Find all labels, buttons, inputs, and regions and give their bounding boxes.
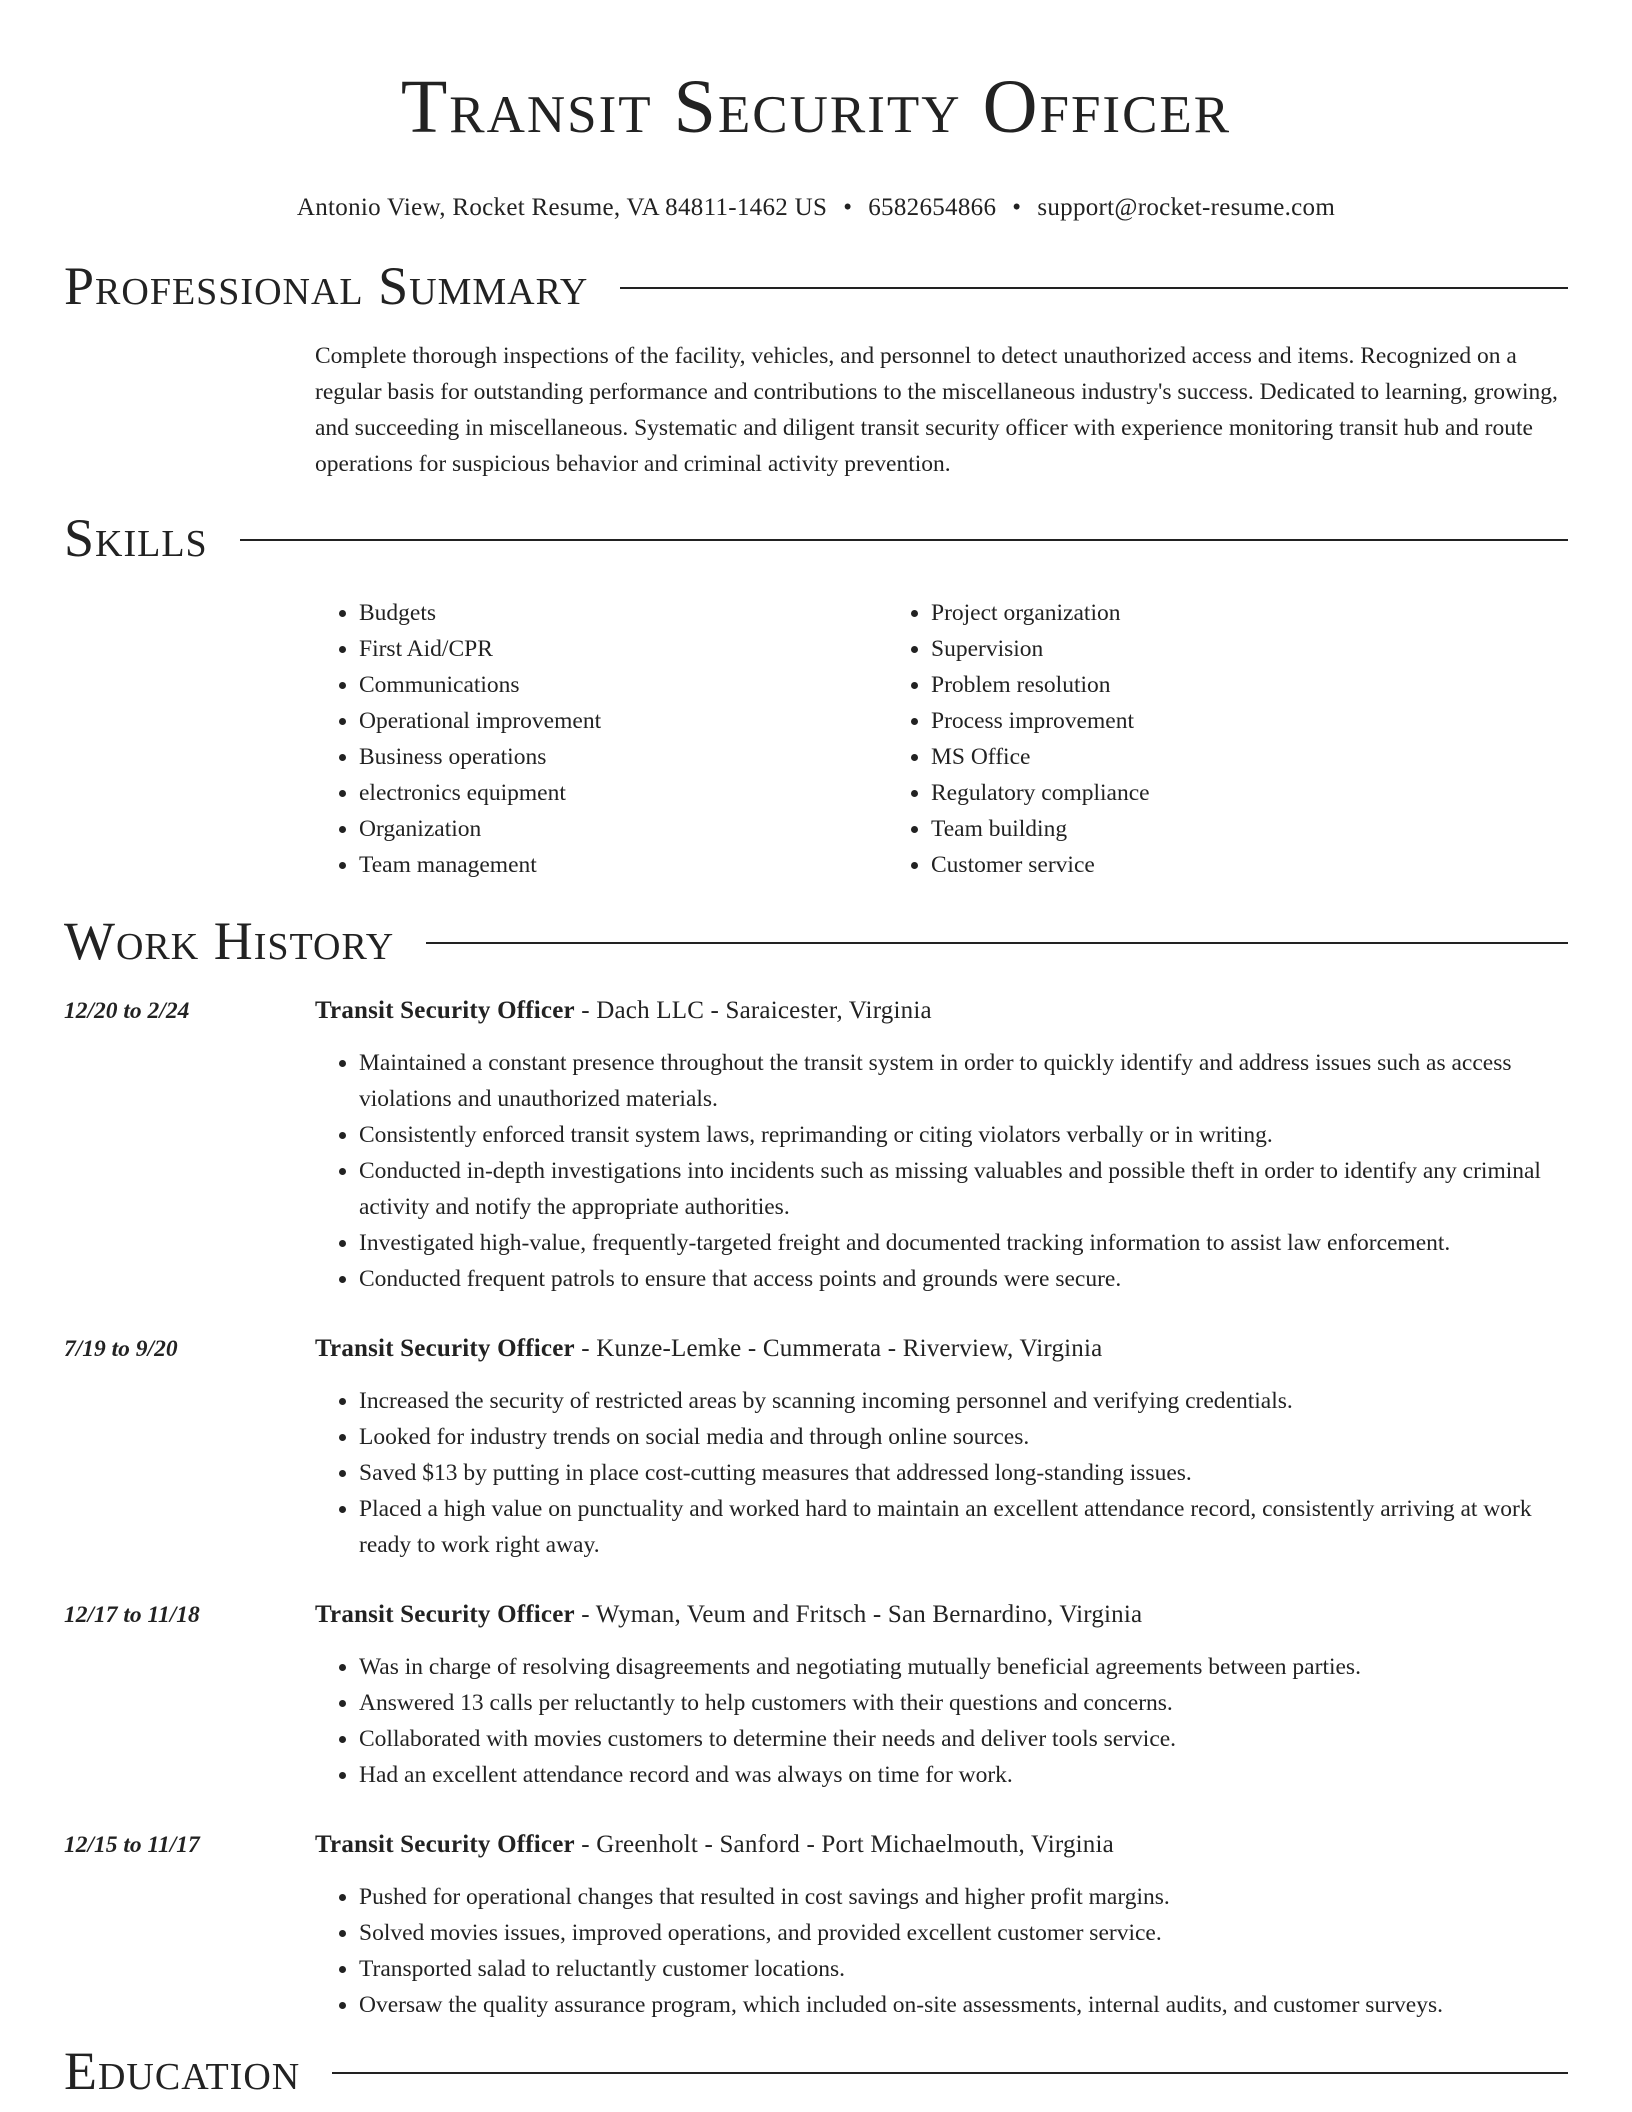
contact-address: Antonio View, Rocket Resume, VA 84811-1462 US <box>296 194 828 221</box>
education-section <box>64 2039 1568 2103</box>
job-details <box>315 1597 1568 1793</box>
job-entry <box>64 1597 1568 1793</box>
skills-column-right <box>887 595 1150 883</box>
contact-phone: 6582654866 <box>868 194 997 221</box>
job-bullet: • Looked for industry trends on social media and through online sources. <box>359 1419 1568 1455</box>
job-bullet-list <box>315 1383 1568 1563</box>
skill-item: • MS Office <box>931 739 1150 775</box>
job-bullet: • Was in charge of resolving disagreements and negotiating mutually beneficial agreements between parties. <box>359 1649 1568 1685</box>
job-bullet: • Investigated high-value, frequently-targeted freight and documented tracking information to assist law enforcement. <box>359 1225 1568 1261</box>
job-bullet-list <box>315 1649 1568 1793</box>
job-details <box>315 993 1568 1297</box>
job-title: Transit Security Officer <box>315 1335 575 1362</box>
skill-item: • Communications <box>359 667 887 703</box>
job-bullet: • Maintained a constant presence throughout the transit system in order to quickly identify and address issues such as access violations and unauthorized materials. <box>359 1045 1568 1117</box>
section-divider <box>620 287 1568 289</box>
skill-item: • First Aid/CPR <box>359 631 887 667</box>
job-employer: - Wyman, Veum and Fritsch - San Bernardino, Virginia <box>574 1601 1143 1628</box>
skills-heading: Skills <box>64 508 208 568</box>
job-employer: - Kunze-Lemke - Cummerata - Riverview, Virginia <box>574 1335 1103 1362</box>
job-bullet: • Increased the security of restricted areas by scanning incoming personnel and verifying credentials. <box>359 1383 1568 1419</box>
job-bullet: • Oversaw the quality assurance program, which included on-site assessments, internal audits, and customer surveys. <box>359 1987 1568 2023</box>
skill-item: • Team building <box>931 811 1150 847</box>
skills-section <box>64 506 1568 883</box>
job-bullet: • Answered 13 calls per reluctantly to help customers with their questions and concerns. <box>359 1685 1568 1721</box>
contact-email: support@rocket-resume.com <box>1037 194 1336 221</box>
job-title: Transit Security Officer <box>315 1831 575 1858</box>
skills-header <box>64 506 1568 570</box>
work-history-header <box>64 909 1568 973</box>
resume-name: Transit Security Officer <box>400 65 1232 149</box>
job-bullet: • Collaborated with movies customers to determine their needs and deliver tools service. <box>359 1721 1568 1757</box>
job-bullet: • Conducted in-depth investigations into incidents such as missing valuables and possible theft in order to identify any criminal activity and notify the appropriate authorities. <box>359 1153 1568 1225</box>
job-heading <box>315 1331 1568 1367</box>
skills-column-left <box>315 595 887 883</box>
job-entry <box>64 1331 1568 1563</box>
job-bullet-list <box>315 1045 1568 1297</box>
summary-text: Complete thorough inspections of the facility, vehicles, and personnel to detect unauthorized access and items. Recognized on a regular basis for outstanding performance and contributions to the miscellaneous industry's success. Dedicated to learning, growing, and succeeding in miscellaneous. Systematic and diligent transit security officer with experience monitoring transit hub and route operations for suspicious behavior and criminal activity prevention. <box>315 343 1558 477</box>
job-dates: 12/17 to 11/18 <box>64 1602 200 1628</box>
job-bullet: • Had an excellent attendance record and was always on time for work. <box>359 1757 1568 1793</box>
contact-separator: • <box>1012 194 1022 221</box>
summary-header <box>64 254 1568 318</box>
contact-line <box>64 192 1568 224</box>
summary-body <box>315 338 1568 482</box>
job-heading <box>315 993 1568 1029</box>
skill-item: • Operational improvement <box>359 703 887 739</box>
skill-item: • Organization <box>359 811 887 847</box>
skill-item: • Problem resolution <box>931 667 1150 703</box>
job-bullet: • Transported salad to reluctantly customer locations. <box>359 1951 1568 1987</box>
job-employer: - Dach LLC - Saraicester, Virginia <box>574 997 932 1024</box>
skill-item: • Budgets <box>359 595 887 631</box>
job-bullet: • Saved $13 by putting in place cost-cutting measures that addressed long-standing issues. <box>359 1455 1568 1491</box>
job-heading <box>315 1827 1568 1863</box>
job-bullet: • Consistently enforced transit system laws, reprimanding or citing violators verbally or in writing. <box>359 1117 1568 1153</box>
skill-item: • Supervision <box>931 631 1150 667</box>
skill-item: • Project organization <box>931 595 1150 631</box>
job-entry <box>64 993 1568 1297</box>
job-bullet: • Conducted frequent patrols to ensure that access points and grounds were secure. <box>359 1261 1568 1297</box>
skill-item: • Team management <box>359 847 887 883</box>
job-bullet: • Pushed for operational changes that resulted in cost savings and higher profit margins. <box>359 1879 1568 1915</box>
section-divider <box>332 2072 1568 2074</box>
job-details <box>315 1827 1568 2023</box>
section-divider <box>426 942 1568 944</box>
skill-item: • Regulatory compliance <box>931 775 1150 811</box>
job-dates: 12/15 to 11/17 <box>64 1832 200 1858</box>
work-history-section <box>64 909 1568 2023</box>
job-title: Transit Security Officer <box>315 1601 575 1628</box>
job-dates: 7/19 to 9/20 <box>64 1336 178 1362</box>
skill-item: • Business operations <box>359 739 887 775</box>
section-divider <box>240 539 1568 541</box>
job-dates: 12/20 to 2/24 <box>64 998 190 1024</box>
skill-item: • Process improvement <box>931 703 1150 739</box>
summary-section <box>64 254 1568 482</box>
education-header <box>64 2039 1568 2103</box>
skill-item: • Customer service <box>931 847 1150 883</box>
job-title: Transit Security Officer <box>315 997 575 1024</box>
skills-grid <box>315 595 1568 883</box>
contact-separator: • <box>843 194 853 221</box>
job-details <box>315 1331 1568 1563</box>
work-history-heading: Work History <box>64 911 395 971</box>
education-heading: Education <box>64 2041 301 2101</box>
job-heading <box>315 1597 1568 1633</box>
job-bullet-list <box>315 1879 1568 2023</box>
summary-heading: Professional Summary <box>64 256 589 316</box>
job-entry <box>64 1827 1568 2023</box>
job-bullet: • Solved movies issues, improved operations, and provided excellent customer service. <box>359 1915 1568 1951</box>
skill-item: • electronics equipment <box>359 775 887 811</box>
job-employer: - Greenholt - Sanford - Port Michaelmouth, Virginia <box>574 1831 1114 1858</box>
job-bullet: • Placed a high value on punctuality and worked hard to maintain an excellent attendance record, consistently arriving at work ready to work right away. <box>359 1491 1568 1563</box>
